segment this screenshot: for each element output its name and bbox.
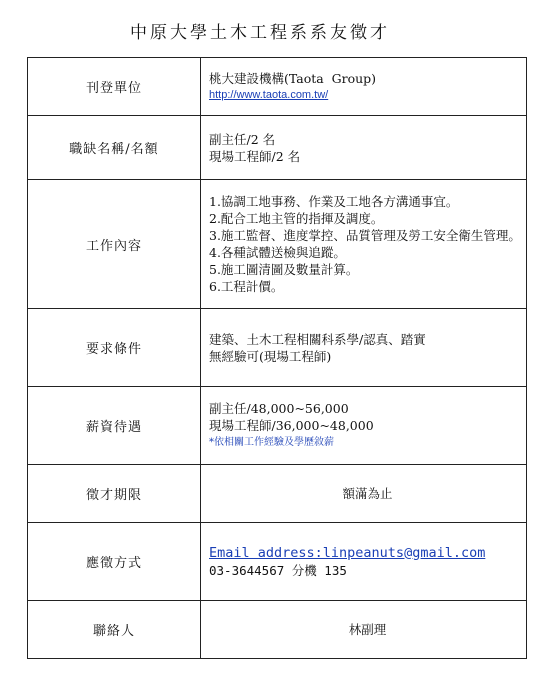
value-positions	[201, 116, 527, 180]
row-deadline	[28, 465, 527, 523]
duty-4: 4.各種試體送檢與追蹤。	[209, 245, 346, 260]
value-contact: 林副理	[201, 601, 527, 659]
value-publisher	[201, 58, 527, 116]
label-duties: 工作內容	[28, 180, 201, 309]
row-contact	[28, 601, 527, 659]
label-publisher: 刊登單位	[28, 58, 201, 116]
label-contact: 聯絡人	[28, 601, 201, 659]
position-2: 現場工程師/2 名	[209, 148, 301, 164]
duty-1: 1.協調工地事務、作業及工地各方溝通事宜。	[209, 194, 459, 209]
row-apply	[28, 523, 527, 601]
requirement-1: 建築、土木工程相關科系學/認真、踏實	[209, 331, 426, 347]
value-deadline: 額滿為止	[201, 465, 527, 523]
duty-5: 5.施工圖清圖及數量計算。	[209, 262, 359, 277]
label-deadline: 徵才期限	[28, 465, 201, 523]
duty-6: 6.工程計價。	[209, 279, 284, 294]
position-1: 副主任/2 名	[209, 131, 276, 147]
duty-2: 2.配合工地主管的指揮及調度。	[209, 211, 384, 226]
salary-1: 副主任/48,000~56,000	[209, 401, 349, 416]
label-requirements: 要求條件	[28, 309, 201, 387]
label-positions: 職缺名稱/名額	[28, 116, 201, 180]
requirement-2: 無經驗可(現場工程師)	[209, 348, 332, 364]
phone-number: 03-3644567 分機 135	[209, 562, 347, 578]
company-url-link[interactable]: http://www.taota.com.tw/	[209, 88, 329, 101]
row-duties	[28, 180, 527, 309]
salary-2: 現場工程師/36,000~48,000	[209, 418, 374, 433]
row-salary	[28, 387, 527, 465]
value-requirements	[201, 309, 527, 387]
row-positions	[28, 116, 527, 180]
label-salary: 薪資待遇	[28, 387, 201, 465]
row-publisher	[28, 58, 527, 116]
page-title: 中原大學土木工程系系友徵才	[130, 23, 390, 43]
row-requirements	[28, 309, 527, 387]
job-posting-table	[27, 57, 527, 659]
value-duties	[201, 180, 527, 309]
value-apply	[201, 523, 527, 601]
value-salary	[201, 387, 527, 465]
label-apply: 應徵方式	[28, 523, 201, 601]
duty-3: 3.施工監督、進度掌控、品質管理及勞工安全衛生管理。	[209, 228, 521, 243]
company-name: 桃大建設機構(Taota Group)	[209, 70, 377, 86]
salary-note: *依相關工作經驗及學歷敘薪	[209, 437, 334, 448]
email-link[interactable]: Email address:linpeanuts@gmail.com	[209, 544, 486, 561]
